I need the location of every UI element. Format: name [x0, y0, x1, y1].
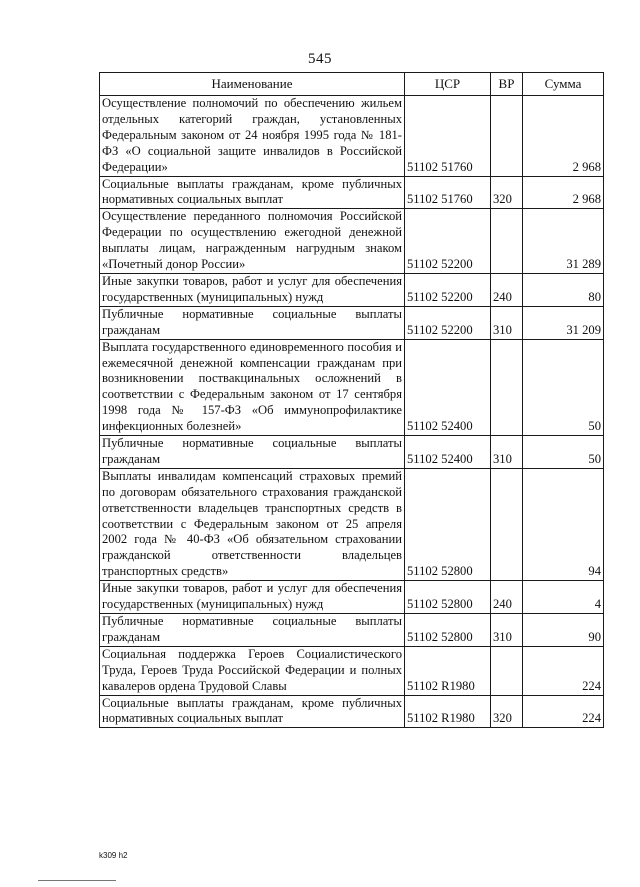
row-vr-cell [491, 646, 523, 695]
table-body [100, 96, 604, 728]
row-vr-cell [491, 96, 523, 177]
table-row [100, 646, 604, 695]
row-vr-cell: 310 [491, 614, 523, 647]
row-vr-cell [491, 468, 523, 580]
row-name-cell: Социальные выплаты гражданам, кроме публичных нормативных социальных выплат [100, 695, 405, 728]
table-row [100, 176, 604, 209]
row-sum-cell: 90 [523, 614, 604, 647]
row-sum-cell: 50 [523, 436, 604, 469]
table-row [100, 96, 604, 177]
row-name-cell: Социальные выплаты гражданам, кроме публичных нормативных социальных выплат [100, 176, 405, 209]
row-csr-cell: 51102 51760 [405, 96, 491, 177]
row-csr-cell: 51102 52200 [405, 306, 491, 339]
row-name-cell: Иные закупки товаров, работ и услуг для обеспечения государственных (муниципальных) нужд [100, 581, 405, 614]
row-sum-cell: 4 [523, 581, 604, 614]
row-csr-cell: 51102 R1980 [405, 695, 491, 728]
table-row [100, 468, 604, 580]
table-row [100, 436, 604, 469]
row-csr-cell: 51102 52400 [405, 436, 491, 469]
row-vr-cell: 320 [491, 176, 523, 209]
table-row [100, 306, 604, 339]
row-csr-cell: 51102 R1980 [405, 646, 491, 695]
row-vr-cell [491, 339, 523, 435]
row-sum-cell: 31 289 [523, 209, 604, 274]
row-csr-cell: 51102 52400 [405, 339, 491, 435]
row-vr-cell: 240 [491, 581, 523, 614]
row-csr-cell: 51102 52800 [405, 614, 491, 647]
table-row [100, 273, 604, 306]
row-sum-cell: 80 [523, 273, 604, 306]
row-name-cell: Иные закупки товаров, работ и услуг для обеспечения государственных (муниципальных) нужд [100, 273, 405, 306]
document-code: k309 h2 [99, 851, 128, 860]
row-name-cell: Публичные нормативные социальные выплаты гражданам [100, 614, 405, 647]
table-row [100, 614, 604, 647]
budget-table [99, 72, 604, 728]
row-name-cell: Социальная поддержка Героев Социалистического Труда, Героев Труда Российской Федерации и полных кавалеров ордена Трудовой Славы [100, 646, 405, 695]
row-csr-cell: 51102 52200 [405, 209, 491, 274]
table-row [100, 581, 604, 614]
row-csr-cell: 51102 51760 [405, 176, 491, 209]
row-sum-cell: 224 [523, 646, 604, 695]
row-vr-cell: 240 [491, 273, 523, 306]
table-row [100, 695, 604, 728]
row-name-cell: Выплаты инвалидам компенсаций страховых премий по договорам обязательного страхования гражданской ответственности владельцев транспортных средств в соответствии с Федеральным законом от 25 апреля 2002 года № 40-ФЗ «Об обязательном страховании гражданской ответственности владельцев транспортных средств» [100, 468, 405, 580]
footer-divider [38, 880, 116, 881]
row-sum-cell: 31 209 [523, 306, 604, 339]
page-number: 545 [308, 51, 332, 67]
row-name-cell: Выплата государственного единовременного пособия и ежемесячной денежной компенсации гражданам при возникновении поствакцинальных осложнений в соответствии с Федеральным законом от 17 сентября 1998 года № 157-ФЗ «Об иммунопрофилактике инфекционных болезней» [100, 339, 405, 435]
row-sum-cell: 94 [523, 468, 604, 580]
header-csr: ЦСР [405, 73, 491, 96]
row-name-cell: Публичные нормативные социальные выплаты гражданам [100, 436, 405, 469]
row-csr-cell: 51102 52200 [405, 273, 491, 306]
row-vr-cell: 320 [491, 695, 523, 728]
row-vr-cell: 310 [491, 306, 523, 339]
header-name: Наименование [100, 73, 405, 96]
row-sum-cell: 50 [523, 339, 604, 435]
header-vr: ВР [491, 73, 523, 96]
header-sum: Сумма [523, 73, 604, 96]
table-row [100, 339, 604, 435]
row-name-cell: Осуществление полномочий по обеспечению жильем отдельных категорий граждан, установленных Федеральным законом от 24 ноября 1995 года № 181-ФЗ «О социальной защите инвалидов в Российской Федерации» [100, 96, 405, 177]
row-sum-cell: 2 968 [523, 176, 604, 209]
table-header [100, 73, 604, 96]
row-vr-cell: 310 [491, 436, 523, 469]
table-header-row [100, 73, 604, 96]
row-vr-cell [491, 209, 523, 274]
row-name-cell: Публичные нормативные социальные выплаты гражданам [100, 306, 405, 339]
row-sum-cell: 2 968 [523, 96, 604, 177]
row-name-cell: Осуществление переданного полномочия Российской Федерации по осуществлению ежегодной денежной выплаты лицам, награжденным нагрудным знаком «Почетный донор России» [100, 209, 405, 274]
row-sum-cell: 224 [523, 695, 604, 728]
row-csr-cell: 51102 52800 [405, 468, 491, 580]
row-csr-cell: 51102 52800 [405, 581, 491, 614]
table-row [100, 209, 604, 274]
